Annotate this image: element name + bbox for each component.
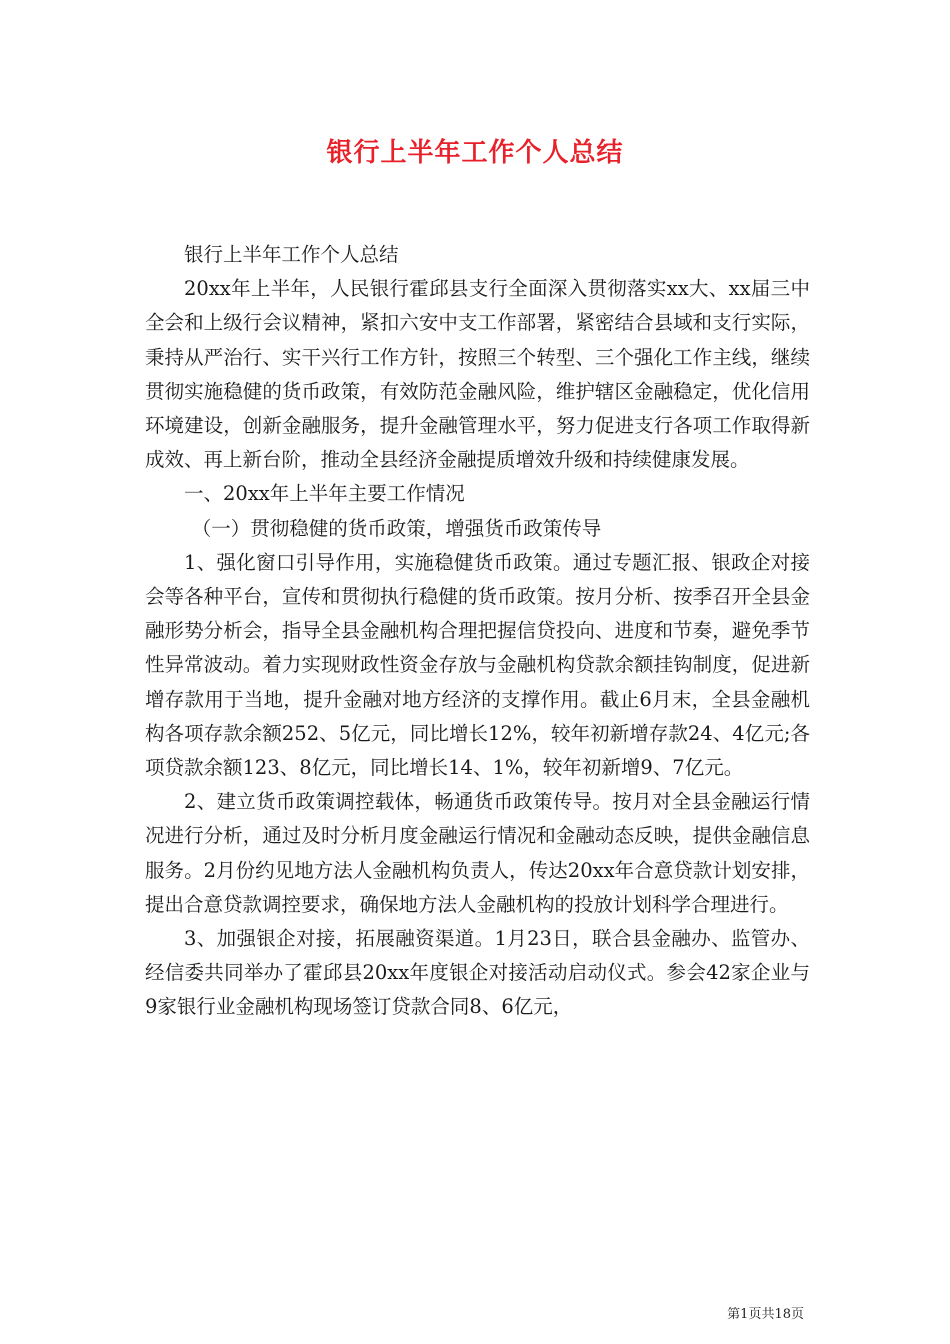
paragraph-item-3: 3、加强银企对接，拓展融资渠道。1月23日，联合县金融办、监管办、经信委共同举办了霍邱县20xx年度银企对接活动启动仪式。参会42家企业与9家银行业金融机构现场签订贷款合同8、6亿元， [145, 927, 810, 1019]
paragraph-intro: 20xx年上半年，人民银行霍邱县支行全面深入贯彻落实xx大、xx届三中全会和上级行会议精神，紧扣六安中支工作部署，紧密结合县域和支行实际，秉持从严治行、实干兴行工作方针，按照三个转型、三个强化工作主线，继续贯彻实施稳健的货币政策，有效防范金融风险，维护辖区金融稳定，优化信用环境建设，创新金融服务，提升金融管理水平，努力促进支行各项工作取得新成效、再上新台阶，推动全县经济金融提质增效升级和持续健康发展。 [145, 277, 810, 472]
document-body [145, 238, 810, 1025]
subsection-heading: （一）贯彻稳健的货币政策，增强货币政策传导 [191, 516, 602, 540]
paragraph-item-2: 2、建立货币政策调控载体，畅通货币政策传导。按月对全县金融运行情况进行分析，通过及时分析月度金融运行情况和金融动态反映，提供金融信息服务。2月份约见地方法人金融机构负责人，传达20xx年合意贷款计划安排，提出合意贷款调控要求，确保地方法人金融机构的投放计划科学合理进行。 [145, 790, 810, 916]
section-heading: 一、20xx年上半年主要工作情况 [184, 482, 465, 506]
paragraph-heading: 银行上半年工作个人总结 [184, 243, 399, 266]
paragraph-item-1: 1、强化窗口引导作用，实施稳健货币政策。通过专题汇报、银政企对接会等各种平台，宣传和贯彻执行稳健的货币政策。按月分析、按季召开全县金融形势分析会，指导全县金融机构合理把握信贷投向、进度和节奏，避免季节性异常波动。着力实现财政性资金存放与金融机构贷款余额挂钩制度，促进新增存款用于当地，提升金融对地方经济的支撑作用。截止6月末，全县金融机构各项存款余额252、5亿元，同比增长12%，较年初新增存款24、4亿元;各项贷款余额123、8亿元，同比增长14、1%，较年初新增9、7亿元。 [145, 550, 810, 780]
page-number: 第1页共18页 [727, 1307, 804, 1322]
document-title: 银行上半年工作个人总结 [326, 138, 624, 168]
